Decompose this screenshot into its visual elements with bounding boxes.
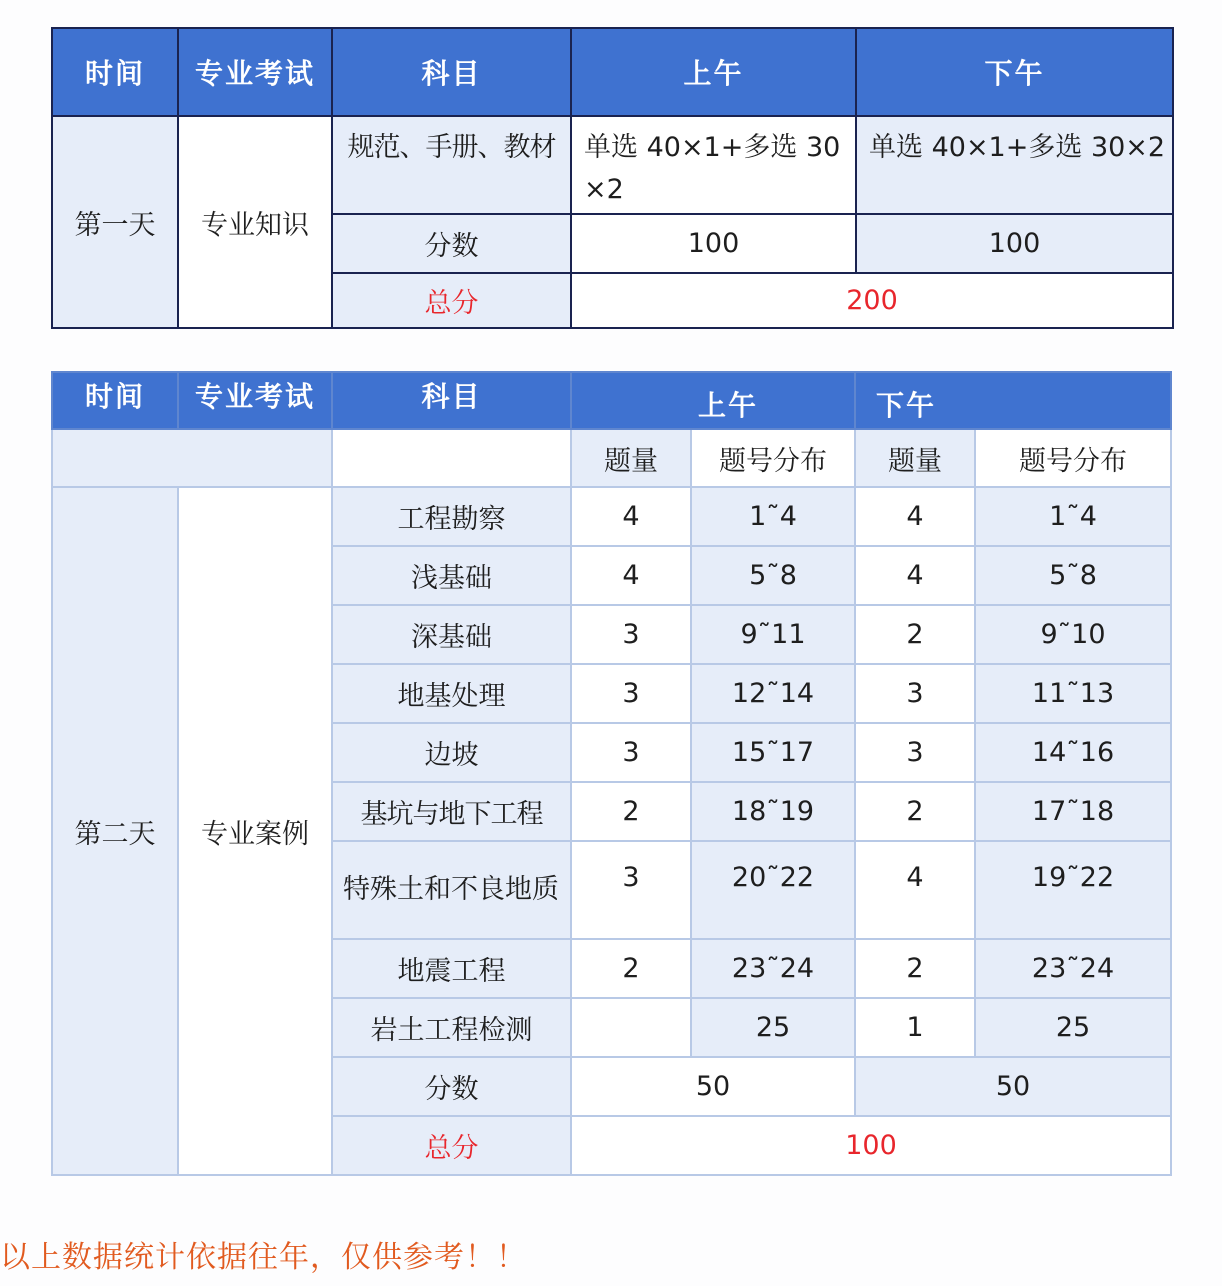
empty-cell <box>332 429 571 487</box>
am-count: 3 <box>571 841 691 939</box>
score-label: 分数 <box>332 1057 571 1116</box>
subject-cell: 边坡 <box>332 723 571 782</box>
header-time: 时间 <box>52 372 178 429</box>
total-label: 总分 <box>332 1116 571 1175</box>
pm-count: 3 <box>855 664 975 723</box>
day2-exam-table <box>51 371 1172 1176</box>
am-range: 20˜22 <box>691 841 855 939</box>
header-exam: 专业考试 <box>178 372 332 429</box>
am-range: 5˜8 <box>691 546 855 605</box>
table-row <box>52 487 1171 546</box>
day1-exam-table <box>51 27 1174 329</box>
am-count: 2 <box>571 782 691 841</box>
header-row <box>52 28 1173 116</box>
am-count: 3 <box>571 664 691 723</box>
total-value: 200 <box>571 273 1173 328</box>
am-range: 25 <box>691 998 855 1057</box>
pm-range: 23˜24 <box>975 939 1171 998</box>
subject-cell: 特殊土和不良地质 <box>332 841 571 939</box>
subject-cell: 基坑与地下工程 <box>332 782 571 841</box>
pm-range: 11˜13 <box>975 664 1171 723</box>
am-count: 4 <box>571 546 691 605</box>
am-range: 12˜14 <box>691 664 855 723</box>
header-afternoon: 下午 <box>855 372 1171 429</box>
pm-range: 19˜22 <box>975 841 1171 939</box>
subject-cell: 地基处理 <box>332 664 571 723</box>
header-afternoon: 下午 <box>856 28 1173 116</box>
subject-cell: 深基础 <box>332 605 571 664</box>
score-label: 分数 <box>332 214 571 273</box>
am-range: 9˜11 <box>691 605 855 664</box>
pm-count: 2 <box>855 782 975 841</box>
subject-cell: 地震工程 <box>332 939 571 998</box>
am-count: 3 <box>571 605 691 664</box>
pm-score: 50 <box>855 1057 1171 1116</box>
subheader-pm-range: 题号分布 <box>975 429 1171 487</box>
subheader-am-count: 题量 <box>571 429 691 487</box>
am-score: 50 <box>571 1057 855 1116</box>
am-count: 2 <box>571 939 691 998</box>
total-label: 总分 <box>332 273 571 328</box>
pm-count: 4 <box>855 487 975 546</box>
afternoon-score: 100 <box>856 214 1173 273</box>
pm-count: 3 <box>855 723 975 782</box>
pm-count: 4 <box>855 546 975 605</box>
am-range: 15˜17 <box>691 723 855 782</box>
morning-score: 100 <box>571 214 856 273</box>
am-range: 18˜19 <box>691 782 855 841</box>
am-count: 4 <box>571 487 691 546</box>
pm-count: 2 <box>855 939 975 998</box>
am-count: 3 <box>571 723 691 782</box>
exam-cell: 专业案例 <box>178 487 332 1175</box>
morning-format-cell: 单选 40×1+多选 30×2 <box>571 116 856 214</box>
am-count <box>571 998 691 1057</box>
header-time: 时间 <box>52 28 178 116</box>
total-value: 100 <box>571 1116 1171 1175</box>
pm-range: 9˜10 <box>975 605 1171 664</box>
subheader-row <box>52 429 1171 487</box>
subject-cell: 工程勘察 <box>332 487 571 546</box>
header-exam: 专业考试 <box>178 28 332 116</box>
subject-cell: 浅基础 <box>332 546 571 605</box>
subheader-pm-count: 题量 <box>855 429 975 487</box>
exam-cell: 专业知识 <box>178 116 332 328</box>
pm-count: 4 <box>855 841 975 939</box>
day-cell: 第一天 <box>52 116 178 328</box>
pm-count: 2 <box>855 605 975 664</box>
day-cell: 第二天 <box>52 487 178 1175</box>
pm-range: 25 <box>975 998 1171 1057</box>
am-range: 23˜24 <box>691 939 855 998</box>
subject-cell: 规范、手册、教材 <box>332 116 571 214</box>
pm-range: 1˜4 <box>975 487 1171 546</box>
header-morning: 上午 <box>571 372 855 429</box>
pm-count: 1 <box>855 998 975 1057</box>
header-subject: 科目 <box>332 372 571 429</box>
header-subject: 科目 <box>332 28 571 116</box>
header-morning: 上午 <box>571 28 856 116</box>
subheader-am-range: 题号分布 <box>691 429 855 487</box>
pm-range: 14˜16 <box>975 723 1171 782</box>
pm-range: 17˜18 <box>975 782 1171 841</box>
table-row <box>52 116 1173 214</box>
pm-range: 5˜8 <box>975 546 1171 605</box>
subject-cell: 岩土工程检测 <box>332 998 571 1057</box>
empty-cell <box>52 429 332 487</box>
am-range: 1˜4 <box>691 487 855 546</box>
disclaimer-note: 以上数据统计依据往年，仅供参考！！ <box>0 1240 527 1275</box>
afternoon-format-cell: 单选 40×1+多选 30×2 <box>856 116 1173 214</box>
header-row <box>52 372 1171 429</box>
